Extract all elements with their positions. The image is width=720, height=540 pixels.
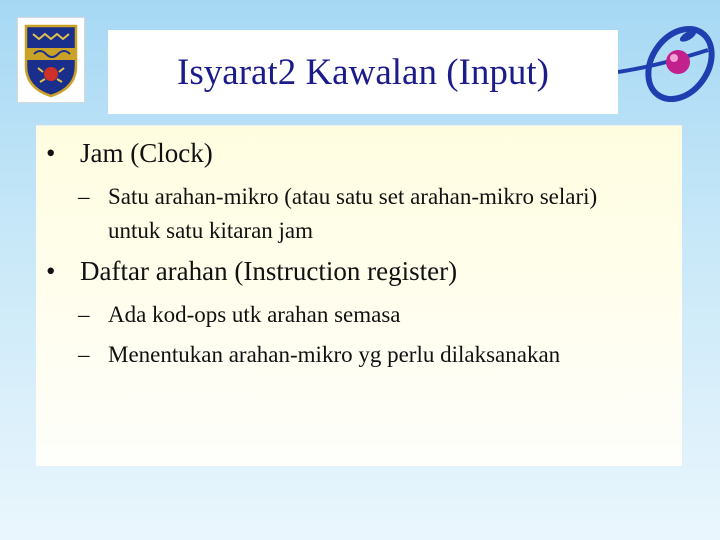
dash-marker: –	[78, 342, 90, 367]
sub-bullet-text: Satu arahan-mikro (atau satu set arahan-mikro selari) untuk satu kitaran jam	[108, 184, 598, 243]
slide-title: Isyarat2 Kawalan (Input)	[177, 51, 549, 93]
orbit-logo-icon	[618, 10, 720, 110]
content-panel	[36, 125, 682, 466]
sub-bullet-text: Ada kod-ops utk arahan semasa	[108, 302, 401, 327]
bullet-text: Jam (Clock)	[80, 138, 213, 168]
dash-marker: –	[78, 184, 90, 209]
bullet-text: Daftar arahan (Instruction register)	[80, 256, 458, 286]
bullet-marker: •	[46, 256, 56, 286]
university-crest-icon	[17, 17, 85, 103]
bullet-marker: •	[46, 138, 56, 168]
dash-marker: –	[78, 302, 90, 327]
title-box	[108, 30, 618, 114]
sub-bullet-text: Menentukan arahan-mikro yg perlu dilaksanakan	[108, 342, 561, 367]
